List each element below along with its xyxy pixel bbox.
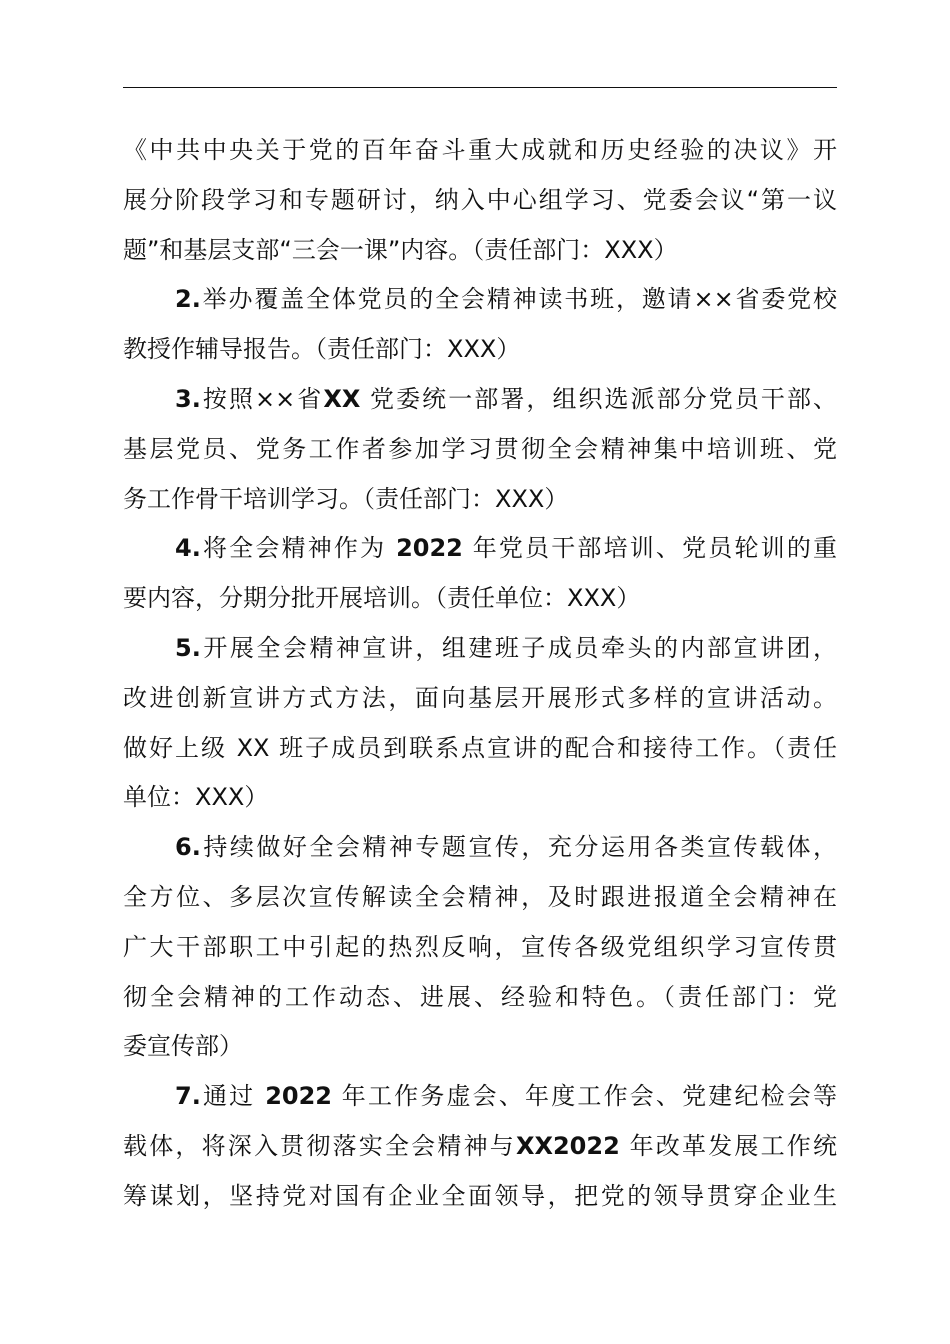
item-number: 5.: [175, 633, 201, 662]
text-line: 单位：XXX）: [123, 783, 269, 812]
text-line: 做好上级 XX 班子成员到联系点宣讲的配合和接待工作。（责任: [123, 733, 837, 762]
bold-term: 2022: [396, 534, 463, 563]
text-line: 《中共中央关于党的百年奋斗重大成就和历史经验的决议》开: [123, 136, 837, 164]
item-text: 开展全会精神宣讲，组建班子成员牵头的内部宣讲团，: [200, 633, 837, 662]
text-line: 彻全会精神的工作动态、进展、经验和特色。（责任部门：党: [123, 982, 837, 1011]
item-2-line: [123, 275, 837, 325]
item-text: 年工作务虚会、年度工作会、党建纪检会等: [341, 1082, 837, 1111]
text-line: 基层党员、党务工作者参加学习贯彻全会精神集中培训班、党: [123, 434, 837, 463]
text-line: [123, 1122, 837, 1172]
item-number: 6.: [175, 833, 201, 862]
item-text: 载体，将深入贯彻落实全会精神与: [123, 1131, 516, 1160]
item-text: 将全会精神作为: [200, 534, 387, 563]
item-text: 按照××省: [200, 384, 324, 413]
text-line: 委宣传部）: [123, 1032, 243, 1061]
item-7-line: [123, 1072, 837, 1122]
text-line: 改进创新宣讲方式方法，面向基层开展形式多样的宣讲活动。: [123, 683, 837, 712]
item-text: 年党员干部培训、党员轮训的重: [472, 534, 837, 563]
text-line: 全方位、多层次宣传解读全会精神，及时跟进报道全会精神在: [123, 882, 837, 911]
text-line: 广大干部职工中引起的热烈反响，宣传各级党组织学习宣传贯: [123, 932, 837, 961]
text-line: 要内容，分期分批开展培训。（责任单位：XXX）: [123, 584, 641, 613]
item-5-line: [123, 624, 837, 674]
text-line: 筹谋划，坚持党对国有企业全面领导，把党的领导贯穿企业生: [123, 1181, 837, 1210]
header-rule: [123, 87, 837, 88]
text-line: 务工作骨干培训学习。（责任部门：XXX）: [123, 484, 569, 513]
item-text: 年改革发展工作统: [629, 1131, 837, 1160]
text-line: 展分阶段学习和专题研讨，纳入中心组学习、党委会议“第一议: [123, 185, 837, 214]
item-text: 通过: [200, 1082, 256, 1111]
item-3-line: [123, 375, 837, 425]
text-line: 教授作辅导报告。（责任部门：XXX）: [123, 335, 521, 364]
item-text: 党委统一部署，组织选派部分党员干部、: [370, 384, 837, 413]
item-text: 持续做好全会精神专题宣传，充分运用各类宣传载体，: [200, 833, 837, 862]
item-4-line: [123, 524, 837, 574]
item-number: 4.: [175, 534, 201, 563]
item-6-line: [123, 823, 837, 873]
document-body: [123, 126, 837, 1222]
item-number: 7.: [175, 1082, 201, 1111]
bold-term: 2022: [265, 1082, 332, 1111]
bold-term: XX: [323, 384, 361, 413]
item-number: 3.: [175, 384, 201, 413]
text-line: 题”和基层支部“三会一课”内容。（责任部门：XXX）: [123, 235, 678, 264]
item-number: 2.: [175, 285, 201, 314]
bold-term: XX2022: [515, 1131, 620, 1160]
item-text: 举办覆盖全体党员的全会精神读书班，邀请××省委党校: [200, 285, 837, 314]
